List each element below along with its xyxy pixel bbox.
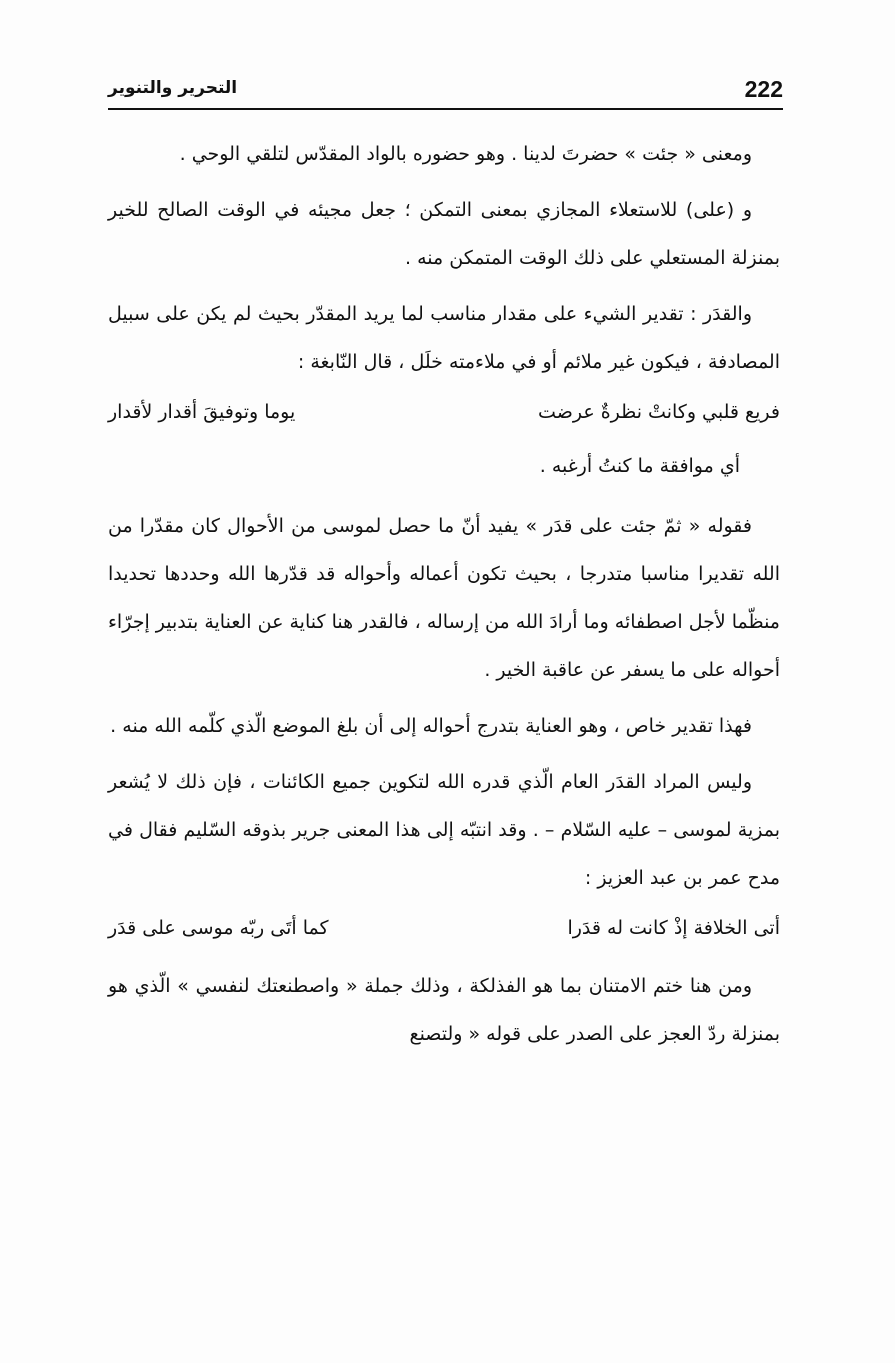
- paragraph: فهذا تقدير خاص ، وهو العناية بتدرج أحواله إلى أن بلغ الموضع الّذي كلّمه الله منه .: [110, 715, 752, 737]
- page-content: [108, 130, 780, 1058]
- verse-first-hemistich: أتى الخلافة إذْ كانت له قدَرا: [567, 917, 780, 939]
- paragraph: و (على) للاستعلاء المجازي بمعنى التمكن ؛ جعل مجيئه في الوقت الصالح للخير بمنزلة المستعلي على ذلك الوقت المتمكن منه .: [108, 199, 780, 269]
- verse-second-hemistich: يوما وتوفيقَ أقدار لأقدار: [108, 401, 296, 423]
- verse-first-hemistich: فريع قلبي وكانتْ نظرةٌ عرضت: [538, 401, 780, 423]
- header-rule: [108, 108, 783, 110]
- paragraph: ومن هنا ختم الامتنان بما هو الفذلكة ، وذلك جملة « واصطنعتك لنفسي » الّذي هو بمنزلة ردّ العجز على الصدر على قوله « ولتصنع: [108, 975, 780, 1045]
- poetry-verse: [108, 386, 780, 438]
- verse-second-hemistich: كما أتَى ربّه موسى على قدَر: [108, 917, 329, 939]
- paragraph: وليس المراد القدَر العام الّذي قدره الله لتكوين جميع الكائنات ، فإن ذلك لا يُشعر بمزية لموسى – عليه السّلام – . وقد انتبّه إلى هذا المعنى جرير بذوقه السّليم فقال في مدح عمر بن عبد العزيز :: [108, 771, 780, 889]
- paragraph: فقوله « ثمّ جئت على قدَر » يفيد أنّ ما حصل لموسى من الأحوال كان مقدّرا من الله تقديرا مناسبا متدرجا ، بحيث تكون أعماله وأحواله قد قدّرها الله وحددها تحديدا منظّما لأجل اصطفائه وما أرادَ الله من إرساله ، فالقدر هنا كناية عن العناية بتدبير إجرّاء أحواله على ما يسفر عن عاقبة الخير .: [108, 515, 780, 681]
- paragraph: والقدَر : تقدير الشيء على مقدار مناسب لما يريد المقدّر بحيث لم يكن على سبيل المصادفة ، فيكون غير ملائم أو في ملاءمته خلَل ، قال النّابغة :: [108, 303, 780, 373]
- page-header: [108, 74, 783, 110]
- paragraph: ومعنى « جئت » حضرتَ لدينا . وهو حضوره بالواد المقدّس لتلقي الوحي .: [179, 143, 752, 165]
- poetry-verse: [108, 902, 780, 954]
- verse-note: أي موافقة ما كنتُ أرغبه .: [539, 455, 740, 477]
- page-number: 222: [744, 76, 783, 102]
- running-title: التحرير والتنوير: [108, 78, 238, 98]
